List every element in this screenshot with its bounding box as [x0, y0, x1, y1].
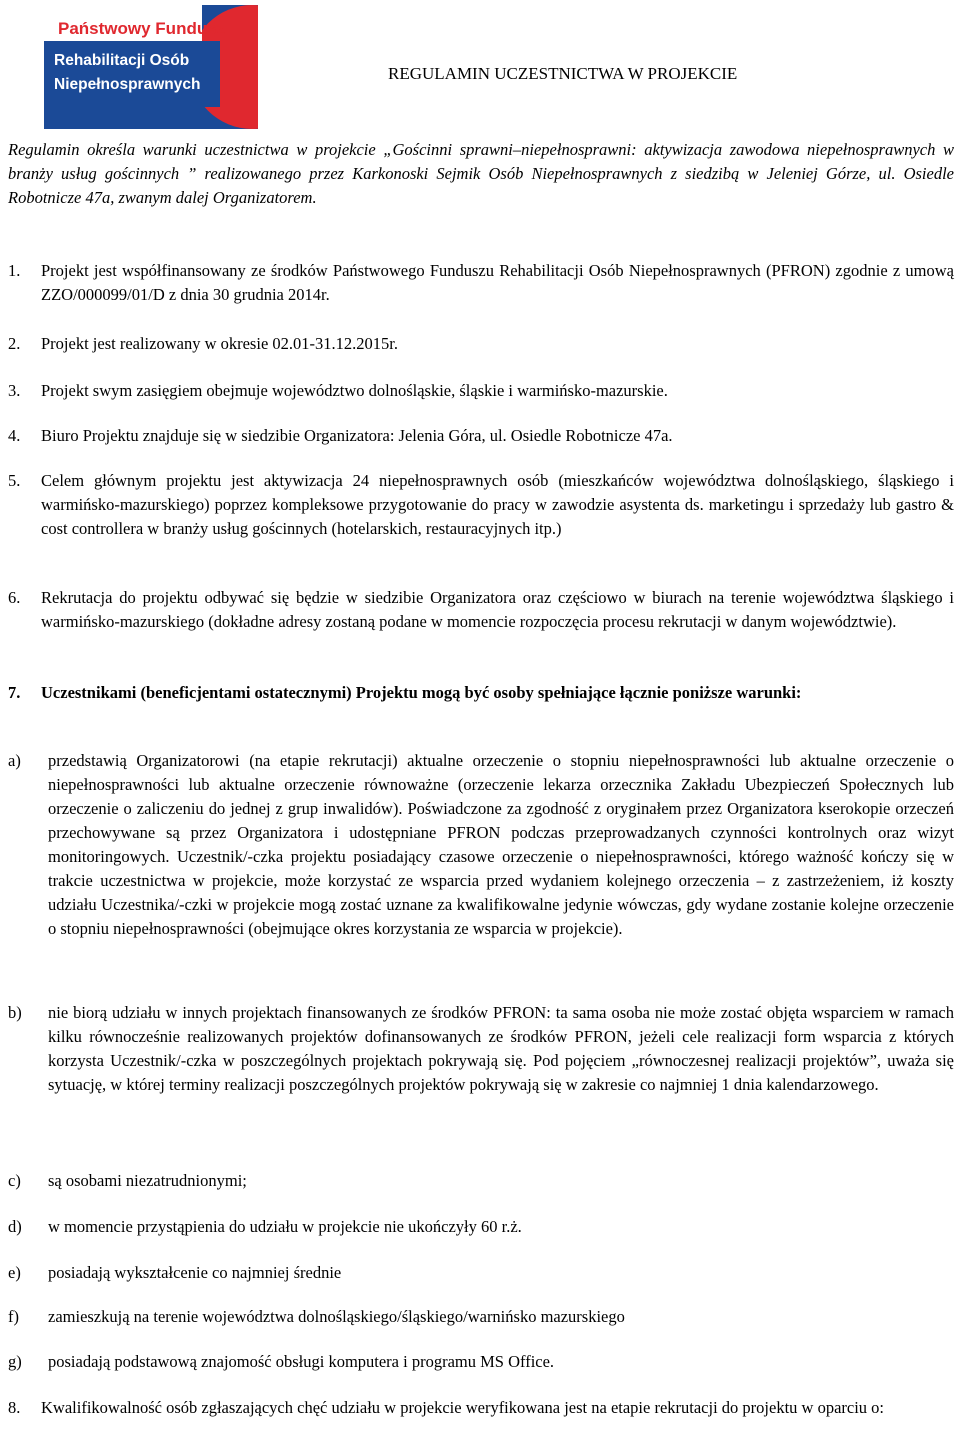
condition-letter: a) — [8, 751, 21, 770]
point-number: 6. — [8, 588, 21, 607]
point-5 — [8, 469, 954, 541]
condition-text: posiadają wykształcenie co najmniej średnie — [48, 1263, 342, 1282]
condition-d — [8, 1215, 954, 1239]
point-text: Celem głównym projektu jest aktywizacja 24 niepełnosprawnych osób (mieszkańców województwa dolnośląskiego, śląskiego i warmińsko-mazurskiego) poprzez kompleksowe przygotowanie do pracy w zawodzie asystenta ds. marketingu i sprzedaży lub gastro & cost controllera w branży usług gościnnych (hotelarskich, restauracyjnych itp.) — [41, 471, 954, 538]
point-text: Projekt jest współfinansowany ze środków Państwowego Funduszu Rehabilitacji Osób Niepełnosprawnych (PFRON) zgodnie z umową ZZO/000099/01/D z dnia 30 grudnia 2014r. — [41, 261, 954, 304]
point-6 — [8, 586, 954, 634]
condition-g — [8, 1350, 954, 1374]
pfron-logo — [42, 5, 258, 129]
point-number: 4. — [8, 426, 21, 445]
point-3 — [8, 379, 954, 403]
condition-letter: c) — [8, 1171, 21, 1190]
point-text: Projekt jest realizowany w okresie 02.01-31.12.2015r. — [41, 334, 398, 353]
point-7 — [8, 681, 954, 705]
point-text: Rekrutacja do projektu odbywać się będzie w siedzibie Organizatora oraz częściowo w biurach na terenie województwa śląskiego i warmińsko-mazurskiego (dokładne adresy zostaną podane w momencie rozpoczęcia procesu rekrutacji w danym województwie). — [41, 588, 954, 631]
condition-text: w momencie przystąpienia do udziału w projekcie nie ukończyły 60 r.ż. — [48, 1217, 522, 1236]
condition-f — [8, 1305, 954, 1329]
intro-paragraph: Regulamin określa warunki uczestnictwa w projekcie „Gościnni sprawni–niepełnosprawni: aktywizacja zawodowa niepełnosprawnych w branży usług gościnnych ” realizowanego przez Karkonoski Sejmik Osób Niepełnosprawnych z siedzibą w Jeleniej Górze, ul. Osiedle Robotnicze 47a, zwanym dalej Organizatorem. — [8, 140, 954, 207]
logo-line-2: Rehabilitacji Osób — [54, 52, 190, 69]
point-number: 2. — [8, 334, 21, 353]
point-number: 1. — [8, 261, 21, 280]
condition-text: posiadają podstawową znajomość obsługi komputera i programu MS Office. — [48, 1352, 555, 1371]
logo-left-edge — [42, 5, 44, 129]
point-text: Biuro Projektu znajduje się w siedzibie Organizatora: Jelenia Góra, ul. Osiedle Robotnicze 47a. — [41, 426, 673, 445]
point-number: 3. — [8, 381, 21, 400]
logo-blue-band — [42, 41, 220, 107]
condition-c — [8, 1169, 954, 1193]
point-number: 8. — [8, 1398, 21, 1417]
logo-line-1: Państwowy Fundusz — [58, 19, 226, 38]
point-1 — [8, 259, 954, 307]
condition-letter: e) — [8, 1263, 21, 1282]
condition-letter: g) — [8, 1352, 22, 1371]
point-text: Projekt swym zasięgiem obejmuje województwo dolnośląskie, śląskie i warmińsko-mazurskie. — [41, 381, 668, 400]
condition-b — [8, 1001, 954, 1097]
point-text: Uczestnikami (beneficjentami ostatecznymi) Projektu mogą być osoby spełniające łącznie poniższe warunki: — [41, 683, 802, 702]
point-number: 5. — [8, 471, 21, 490]
point-text: Kwalifikowalność osób zgłaszających chęć udziału w projekcie weryfikowana jest na etapie rekrutacji do projektu w oparciu o: — [41, 1398, 885, 1417]
condition-e — [8, 1261, 954, 1285]
logo-line-3: Niepełnosprawnych — [54, 76, 201, 93]
point-8 — [8, 1396, 954, 1420]
condition-text: przedstawią Organizatorowi (na etapie rekrutacji) aktualne orzeczenie o stopniu niepełnosprawności lub aktualne orzeczenie o niepełnosprawności lub aktualne orzeczenie równoważne (orzeczenie lekarza orzecznika Zakładu Ubezpieczeń Społecznych lub orzeczenie o zaliczeniu do jednej z grup inwalidów). Poświadczone za zgodność z oryginałem przez Organizatora kserokopie orzeczeń przechowywane są przez Organizatora i udostępniane PFRON podczas przeprowadzanych czynności kontrolnych oraz wizyt monitoringowych. Uczestnik/-czka projektu posiadający czasowe orzeczenie o niepełnosprawności, którego ważność kończy się w trakcie uczestnictwa w projekcie, może korzystać ze wsparcia przed wydaniem kolejnego orzeczenia – z zastrzeżeniem, iż koszty udziału Uczestnika/-czki w projekcie mogą zostać uznane za kwalifikowalne jedynie wówczas, gdy wydane zostanie kolejne orzeczenie o stopniu niepełnosprawności (obejmujące okres korzystania ze wsparcia w projekcie). — [48, 751, 954, 938]
condition-text: są osobami niezatrudnionymi; — [48, 1171, 247, 1190]
document-title: REGULAMIN UCZESTNICTWA W PROJEKCIE — [388, 64, 738, 83]
point-number: 7. — [8, 683, 21, 702]
condition-letter: b) — [8, 1003, 22, 1022]
condition-letter: d) — [8, 1217, 22, 1236]
condition-text: zamieszkują na terenie województwa dolnośląskiego/śląskiego/warnińsko mazurskiego — [48, 1307, 625, 1326]
condition-letter: f) — [8, 1307, 19, 1326]
point-4 — [8, 424, 954, 448]
pfron-logo-graphic — [42, 5, 258, 129]
condition-text: nie biorą udziału w innych projektach finansowanych ze środków PFRON: ta sama osoba nie może zostać objęta wsparciem w ramach kilku równocześnie realizowanych projektów dofinansowanych ze środków PFRON, jeżeli cele realizacji form wsparcia z których korzysta Uczestnik/-czka w poszczególnych projektach pokrywają się. Pod pojęciem „równoczesnej realizacji projektów”, uważa się sytuację, w której terminy realizacji poszczególnych projektów pokrywają się w zakresie co najmniej 1 dnia kalendarzowego. — [48, 1003, 954, 1094]
condition-a — [8, 749, 954, 941]
point-2 — [8, 332, 954, 356]
